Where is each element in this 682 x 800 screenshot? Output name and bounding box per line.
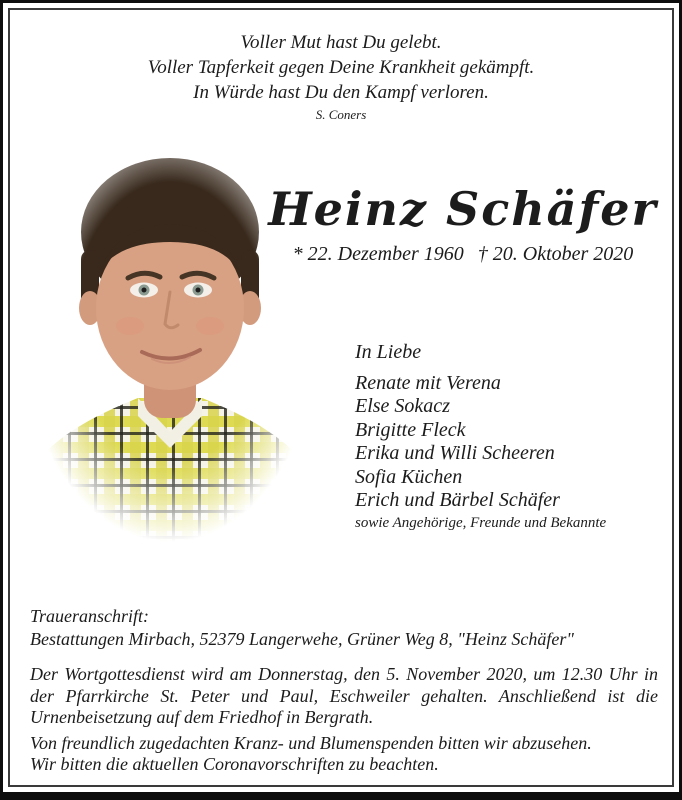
death-date: † 20. Oktober 2020: [477, 243, 634, 265]
deceased-name: Heinz Schäfer: [268, 182, 658, 236]
epigraph-line-1: Voller Mut hast Du gelebt.: [240, 32, 442, 53]
mourners-salutation: In Liebe: [355, 341, 422, 363]
epigraph-line-2: Voller Tapferkeit gegen Deine Krankheit gekämpft.: [147, 57, 535, 78]
epigraph: [0, 30, 682, 124]
life-dates: [268, 242, 658, 266]
corona-note: Wir bitten die aktuellen Coronavorschriften zu beachten.: [30, 754, 439, 774]
epigraph-line-3: In Würde hast Du den Kampf verloren.: [193, 82, 489, 103]
mourner-name: Sofia Küchen: [355, 465, 463, 488]
mourning-address-value: Bestattungen Mirbach, 52379 Langerwehe, Grüner Weg 8, "Heinz Schäfer": [30, 629, 574, 649]
epigraph-attribution: S. Coners: [315, 107, 367, 122]
service-paragraph: Der Wortgottesdienst wird am Donnerstag, den 5. November 2020, um 12.30 Uhr in der Pfarrkirche St. Peter und Paul, Eschweiler gehalten. Anschließend ist die Urnenbeisetzung auf dem Friedhof in Bergrath.: [30, 664, 658, 727]
flowers-note: Von freundlich zugedachten Kranz- und Blumenspenden bitten wir abzusehen.: [30, 732, 592, 753]
service-info: [30, 664, 658, 776]
mourner-name: Brigitte Fleck: [355, 418, 466, 441]
birth-date: * 22. Dezember 1960: [292, 243, 464, 265]
mourning-address: [30, 605, 658, 651]
mourner-name: Erika und Willi Scheeren: [355, 442, 555, 464]
mourners-list: [355, 341, 655, 534]
mourners-closing: sowie Angehörige, Freunde und Bekannte: [355, 514, 607, 531]
mourning-address-label: Traueranschrift:: [30, 606, 150, 626]
mourner-name: Erich und Bärbel Schäfer: [355, 489, 560, 511]
mourner-name: Renate mit Verena: [355, 371, 501, 394]
mourner-name: Else Sokacz: [355, 395, 450, 417]
